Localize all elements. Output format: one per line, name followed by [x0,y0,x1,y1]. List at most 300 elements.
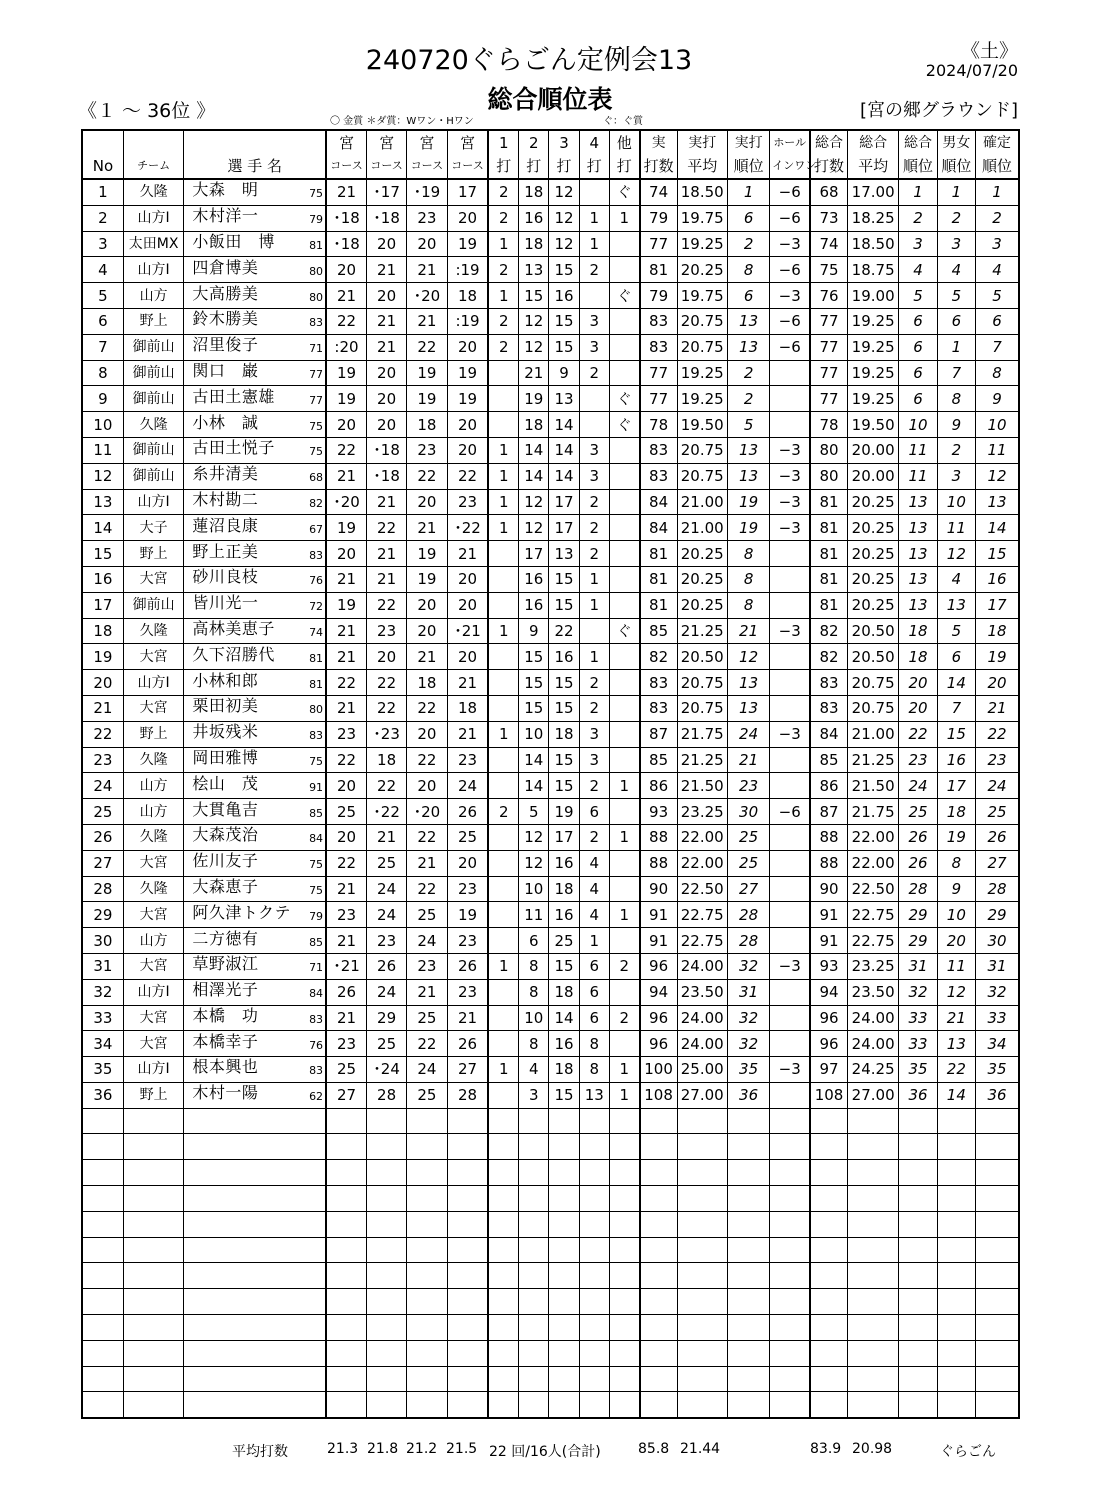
cell-total: 81 [640,566,677,592]
empty-cell [937,1108,975,1134]
player-age: 80 [309,264,324,278]
cell-hole2: 5 [519,799,549,825]
cell-course2: 26 [366,953,406,979]
empty-cell [184,1366,326,1392]
empty-row [82,1108,1019,1134]
player-age: 91 [309,780,324,794]
empty-cell [579,1315,609,1341]
player-name: 野上正美 [192,541,259,561]
cell-course1: 20 [326,541,366,567]
player-name: 本橋 功 [192,1005,259,1025]
cell-rank: 19 [727,515,769,541]
header-team-top [123,130,184,154]
cell-gavg: 19.00 [847,283,898,309]
empty-cell [407,1263,447,1289]
cell-grank: 26 [899,850,937,876]
cell-hole1: 2 [488,799,518,825]
empty-cell [770,1392,810,1418]
empty-cell [549,1237,579,1263]
player-age: 83 [309,729,324,743]
empty-cell [899,1211,937,1237]
cell-team: 御前山 [123,437,184,463]
player-age: 75 [309,187,324,201]
empty-cell [447,1186,488,1212]
cell-final: 15 [976,541,1020,567]
empty-cell [976,1340,1020,1366]
cell-hole4 [579,179,609,205]
player-age: 71 [309,961,324,975]
empty-cell [407,1315,447,1341]
cell-final: 10 [976,412,1020,438]
empty-cell [937,1366,975,1392]
cell-course3: 22 [407,334,447,360]
cell-total: 87 [640,721,677,747]
cell-hole2: 15 [519,644,549,670]
cell-hole1 [488,412,518,438]
cell-course2: 20 [366,283,406,309]
cell-hole4: 6 [579,953,609,979]
empty-cell [519,1237,549,1263]
player-age: 72 [309,600,324,614]
empty-cell [447,1160,488,1186]
cell-other [609,799,639,825]
cell-grank: 11 [899,437,937,463]
cell-total: 81 [640,257,677,283]
cell-name [184,231,326,257]
cell-gavg: 21.75 [847,799,898,825]
cell-final: 4 [976,257,1020,283]
empty-cell [810,1289,847,1315]
empty-cell [640,1289,677,1315]
cell-grank: 20 [899,695,937,721]
empty-row [82,1263,1019,1289]
cell-course1: ･21 [326,953,366,979]
cell-course3: 21 [407,515,447,541]
empty-cell [326,1263,366,1289]
empty-cell [488,1134,518,1160]
empty-cell [810,1211,847,1237]
cell-hole-in-one [770,541,810,567]
empty-cell [609,1160,639,1186]
cell-rank: 31 [727,979,769,1005]
cell-course2: 20 [366,644,406,670]
cell-rank: 35 [727,1057,769,1083]
cell-other: 1 [609,773,639,799]
cell-other [609,515,639,541]
cell-gavg: 19.50 [847,412,898,438]
cell-hole2: 12 [519,489,549,515]
empty-cell [609,1263,639,1289]
cell-gtotal: 88 [810,850,847,876]
header-hole2-bottom: 打 [519,154,549,179]
cell-avg: 24.00 [677,1005,727,1031]
cell-gtotal: 93 [810,953,847,979]
empty-cell [407,1366,447,1392]
empty-cell [976,1315,1020,1341]
cell-course4: 20 [447,566,488,592]
empty-cell [82,1186,123,1212]
cell-hole-in-one [770,876,810,902]
cell-course4: 20 [447,412,488,438]
cell-rank: 13 [727,308,769,334]
cell-grank: 36 [899,1082,937,1108]
cell-hole-in-one: −6 [770,799,810,825]
cell-hole-in-one: −3 [770,618,810,644]
cell-name [184,618,326,644]
cell-name [184,360,326,386]
empty-cell [727,1237,769,1263]
cell-hole-in-one [770,1005,810,1031]
header-gavg-top: 総合 [847,130,898,154]
cell-course1: 20 [326,412,366,438]
empty-cell [123,1160,184,1186]
cell-hole3: 18 [549,1057,579,1083]
cell-gtotal: 85 [810,747,847,773]
cell-hole4: 3 [579,437,609,463]
cell-hole-in-one: −3 [770,283,810,309]
cell-other [609,695,639,721]
cell-hole2: 19 [519,386,549,412]
empty-cell [184,1108,326,1134]
cell-name [184,721,326,747]
player-age: 81 [309,238,324,252]
cell-gtotal: 91 [810,902,847,928]
empty-cell [727,1366,769,1392]
cell-sexrank: 3 [937,463,975,489]
empty-cell [82,1366,123,1392]
cell-rank: 13 [727,437,769,463]
cell-other [609,850,639,876]
table-row [82,747,1019,773]
table-row [82,1031,1019,1057]
empty-cell [609,1108,639,1134]
cell-hole2: 13 [519,257,549,283]
empty-cell [677,1186,727,1212]
table-row [82,231,1019,257]
cell-gavg: 20.25 [847,541,898,567]
cell-sexrank: 3 [937,231,975,257]
footer-gtotal-avg: 83.9 [810,1441,842,1457]
cell-course1: ･18 [326,231,366,257]
cell-course3: 20 [407,592,447,618]
cell-other: ぐ [609,618,639,644]
empty-cell [326,1134,366,1160]
cell-no: 24 [82,773,123,799]
empty-cell [447,1340,488,1366]
table-row [82,541,1019,567]
empty-cell [82,1134,123,1160]
cell-final: 5 [976,283,1020,309]
cell-final: 24 [976,773,1020,799]
empty-cell [677,1160,727,1186]
empty-cell [82,1160,123,1186]
empty-cell [519,1392,549,1418]
cell-gavg: 20.00 [847,463,898,489]
cell-gavg: 20.25 [847,592,898,618]
venue: [宮の郷グラウンド] [859,100,1018,121]
cell-no: 4 [82,257,123,283]
table-row [82,695,1019,721]
cell-sexrank: 15 [937,721,975,747]
empty-cell [184,1263,326,1289]
cell-final: 11 [976,437,1020,463]
cell-course2: 23 [366,618,406,644]
cell-no: 15 [82,541,123,567]
player-name: 大森 明 [192,180,259,200]
cell-name [184,308,326,334]
empty-cell [579,1263,609,1289]
cell-gtotal: 77 [810,360,847,386]
cell-hole2: 8 [519,979,549,1005]
empty-cell [123,1289,184,1315]
cell-course4: 20 [447,592,488,618]
cell-hole1: 1 [488,437,518,463]
cell-other [609,670,639,696]
empty-row [82,1340,1019,1366]
cell-gtotal: 108 [810,1082,847,1108]
player-age: 75 [309,754,324,768]
cell-course4: 19 [447,902,488,928]
header-hole4-top: 4 [579,130,609,154]
cell-team: 大宮 [123,644,184,670]
cell-avg: 20.75 [677,437,727,463]
weekday: 《土》 [960,40,1018,62]
cell-team: 山方 [123,799,184,825]
empty-cell [123,1392,184,1418]
cell-no: 31 [82,953,123,979]
cell-course2: 21 [366,566,406,592]
player-name: 二方徳有 [192,928,259,948]
cell-course3: 20 [407,618,447,644]
cell-sexrank: 22 [937,1057,975,1083]
empty-cell [770,1237,810,1263]
cell-grank: 10 [899,412,937,438]
cell-total: 93 [640,799,677,825]
cell-total: 79 [640,205,677,231]
empty-cell [488,1211,518,1237]
cell-hole4 [579,386,609,412]
empty-cell [488,1289,518,1315]
cell-other [609,541,639,567]
cell-hole-in-one: −3 [770,515,810,541]
cell-hole-in-one [770,670,810,696]
cell-gavg: 18.50 [847,231,898,257]
cell-sexrank: 8 [937,386,975,412]
cell-course2: 22 [366,515,406,541]
cell-hole4 [579,412,609,438]
empty-cell [488,1366,518,1392]
cell-no: 30 [82,928,123,954]
cell-hole3: 15 [549,566,579,592]
cell-team: 太田MX [123,231,184,257]
empty-cell [447,1366,488,1392]
cell-rank: 21 [727,747,769,773]
cell-avg: 27.00 [677,1082,727,1108]
empty-cell [82,1392,123,1418]
cell-course3: 20 [407,489,447,515]
cell-name [184,902,326,928]
player-name: 沼里俊子 [192,335,259,355]
empty-cell [519,1340,549,1366]
cell-grank: 29 [899,928,937,954]
cell-avg: 18.50 [677,179,727,205]
player-age: 67 [309,522,324,536]
cell-sexrank: 5 [937,618,975,644]
header-gavg-bottom: 平均 [847,154,898,179]
empty-row [82,1315,1019,1341]
cell-hole4: 3 [579,334,609,360]
empty-cell [847,1289,898,1315]
cell-course4: 25 [447,824,488,850]
cell-hole3: 17 [549,489,579,515]
player-name: 佐川友子 [192,851,259,871]
cell-gtotal: 75 [810,257,847,283]
cell-grank: 13 [899,541,937,567]
empty-cell [770,1263,810,1289]
player-age: 75 [309,419,324,433]
cell-rank: 2 [727,386,769,412]
cell-hole2: 16 [519,205,549,231]
footer-course1-avg: 21.3 [327,1441,359,1457]
header-no-bottom: No [82,154,123,179]
cell-gtotal: 81 [810,515,847,541]
cell-course1: 19 [326,360,366,386]
cell-course2: 25 [366,850,406,876]
cell-gavg: 23.50 [847,979,898,1005]
cell-no: 17 [82,592,123,618]
cell-course3: 23 [407,953,447,979]
cell-other: ぐ [609,283,639,309]
cell-name [184,670,326,696]
empty-cell [810,1263,847,1289]
cell-team: 御前山 [123,334,184,360]
player-age: 75 [309,445,324,459]
footer-course4-avg: 21.5 [446,1441,478,1457]
cell-final: 14 [976,515,1020,541]
empty-cell [366,1160,406,1186]
cell-hole-in-one: −3 [770,721,810,747]
cell-course4: 24 [447,773,488,799]
cell-grank: 25 [899,799,937,825]
empty-cell [640,1108,677,1134]
empty-cell [519,1108,549,1134]
empty-cell [847,1263,898,1289]
cell-course1: 20 [326,773,366,799]
empty-cell [640,1211,677,1237]
cell-no: 19 [82,644,123,670]
empty-cell [326,1186,366,1212]
cell-no: 14 [82,515,123,541]
cell-other: ぐ [609,179,639,205]
player-age: 83 [309,1064,324,1078]
cell-hole-in-one: −3 [770,231,810,257]
footer-organizer: ぐらごん [940,1444,996,1460]
table-row [82,437,1019,463]
cell-course2: 22 [366,670,406,696]
header-hole3-top: 3 [549,130,579,154]
cell-rank: 13 [727,670,769,696]
cell-course3: 24 [407,1057,447,1083]
cell-avg: 22.00 [677,850,727,876]
cell-course4: 20 [447,644,488,670]
empty-cell [549,1263,579,1289]
cell-hole1: 2 [488,205,518,231]
cell-gavg: 21.00 [847,721,898,747]
empty-cell [326,1160,366,1186]
cell-total: 88 [640,850,677,876]
cell-course1: 19 [326,386,366,412]
cell-final: 27 [976,850,1020,876]
cell-hole-in-one [770,824,810,850]
empty-cell [579,1289,609,1315]
table-row [82,824,1019,850]
cell-team: 野上 [123,721,184,747]
cell-hole2: 11 [519,902,549,928]
cell-hole2: 18 [519,231,549,257]
empty-cell [899,1289,937,1315]
award-legend: 〇 金賞 ＊ダ賞：Wワン・Hワン [330,116,474,127]
empty-cell [976,1186,1020,1212]
empty-cell [447,1108,488,1134]
cell-hole4: 2 [579,695,609,721]
header-total-bottom: 打数 [640,154,677,179]
cell-rank: 6 [727,283,769,309]
header-other-top: 他 [609,130,639,154]
cell-hole2: 18 [519,179,549,205]
cell-rank: 19 [727,489,769,515]
cell-total: 100 [640,1057,677,1083]
cell-rank: 8 [727,541,769,567]
empty-cell [640,1340,677,1366]
cell-total: 82 [640,644,677,670]
cell-no: 27 [82,850,123,876]
empty-cell [899,1340,937,1366]
empty-cell [847,1211,898,1237]
empty-cell [579,1237,609,1263]
empty-cell [847,1186,898,1212]
cell-course3: 21 [407,257,447,283]
cell-rank: 2 [727,360,769,386]
cell-final: 7 [976,334,1020,360]
cell-name [184,463,326,489]
empty-cell [579,1134,609,1160]
cell-hole3: 17 [549,515,579,541]
cell-rank: 13 [727,334,769,360]
cell-final: 23 [976,747,1020,773]
cell-other [609,592,639,618]
cell-gtotal: 96 [810,1005,847,1031]
cell-name [184,644,326,670]
cell-final: 33 [976,1005,1020,1031]
empty-cell [899,1366,937,1392]
empty-cell [976,1134,1020,1160]
cell-hole4: 1 [579,231,609,257]
cell-course1: 26 [326,979,366,1005]
cell-gavg: 18.25 [847,205,898,231]
cell-hole-in-one [770,566,810,592]
cell-course4: ･22 [447,515,488,541]
cell-hole1 [488,644,518,670]
cell-hole4: 3 [579,721,609,747]
cell-course1: 22 [326,308,366,334]
player-name: 小飯田 博 [192,231,275,251]
cell-gavg: 20.00 [847,437,898,463]
cell-team: 山方 [123,928,184,954]
cell-course4: 19 [447,386,488,412]
cell-course4: 23 [447,876,488,902]
cell-course1: 21 [326,928,366,954]
cell-total: 88 [640,824,677,850]
